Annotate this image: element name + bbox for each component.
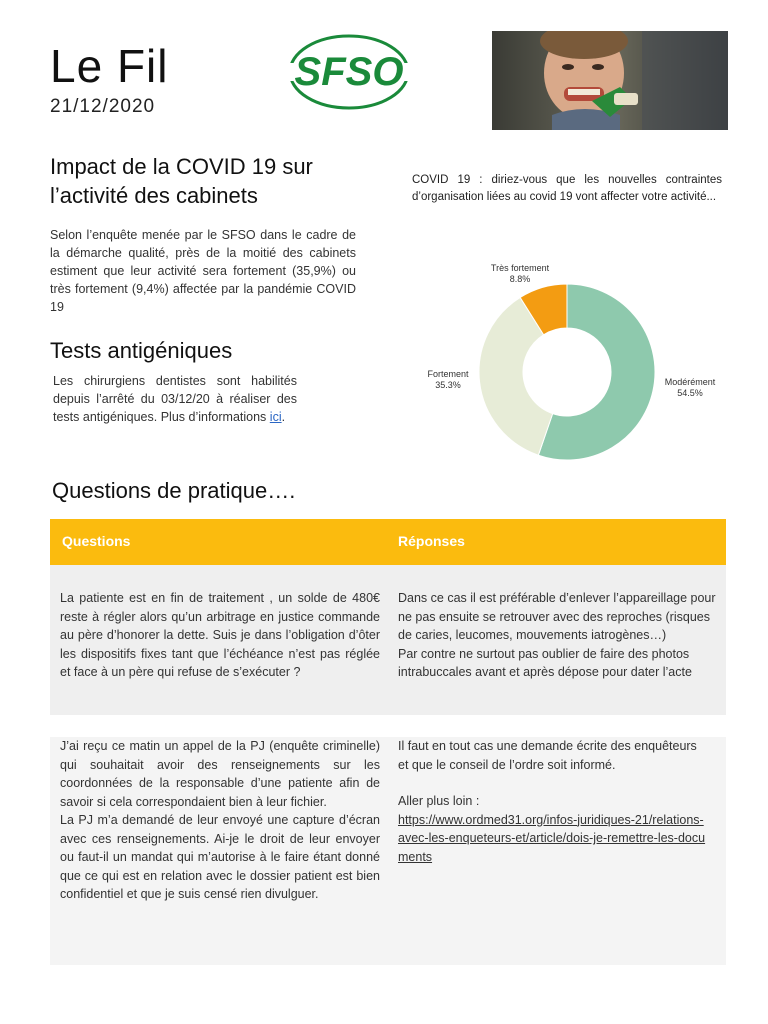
tests-text	[53, 372, 297, 426]
question-cell	[60, 737, 380, 904]
answer-paragraph: Par contre ne surtout pas oublier de faire des photos intrabuccales avant et après dépose pour dater l’acte	[398, 646, 692, 679]
chart-question: COVID 19 : diriez-vous que les nouvelles contraintes d’organisation liées au covid 19 vont affecter votre activité...	[412, 174, 722, 203]
covid-impact-heading	[50, 152, 350, 210]
table-row	[50, 715, 726, 965]
questions-column-header: Questions	[62, 533, 131, 549]
slice-label-1: Fortement	[427, 369, 469, 379]
covid-heading-line2: l’activité des cabinets	[50, 183, 258, 208]
answers-column-header: Réponses	[398, 533, 465, 549]
qa-table-header	[50, 519, 726, 565]
sfso-logo	[286, 32, 412, 112]
question-cell: La patiente est en fin de traitement , un solde de 480€ reste à régler alors qu’un arbitrage en justice commande au père d’honorer la dette. Suis je dans l’obligation d’ôter les dispositifs fixes tant que l’échéance n’est pas réglée et face à un père qui refuse de s’exécuter ?	[60, 591, 380, 679]
covid-heading-line1: Impact de la COVID 19 sur	[50, 154, 313, 179]
answer-cell	[398, 589, 718, 682]
qa-table	[50, 519, 726, 965]
child-photo	[492, 31, 728, 130]
newsletter-title: Le Fil	[50, 40, 169, 92]
practice-heading: Questions de pratique….	[52, 478, 296, 503]
question-paragraph: La PJ m’a demandé de leur envoyé une capture d’écran avec ces renseignements. Ai-je le droit de leur envoyer ou faut-il un mandat qui m’autorise à le faire étant donné que ce qui est en relation avec le dossier patient est bien confidentiel et que je suis censé rien divulguer.	[60, 813, 380, 901]
answer-paragraph: Dans ce cas il est préférable d’enlever l’appareillage pour ne pas ensuite se retrouver avec des reproches (risques de caries, leucomes, mouvements iatrogènes…)	[398, 591, 716, 642]
slice-value-label-1: 35.3%	[435, 380, 461, 390]
donut-chart	[400, 255, 740, 475]
slice-label-2: Très fortement	[490, 263, 550, 273]
answer-paragraph: Il faut en tout cas une demande écrite des enquêteurs et que le conseil de l’ordre soit informé.	[398, 739, 697, 772]
table-row	[50, 565, 726, 715]
tests-heading: Tests antigéniques	[50, 338, 233, 363]
covid-impact-text: Selon l’enquête menée par le SFSO dans le cadre de la démarche qualité, près de la moitié des cabinets estiment que leur activité sera fortement (35,9%) ou très fortement (9,4%) affectée par la pandémie COVID 19	[50, 228, 356, 314]
slice-label-0: Modérément	[664, 377, 716, 387]
answer-cell	[398, 737, 710, 866]
more-info-link[interactable]: ici	[269, 410, 282, 424]
newsletter-date: 21/12/2020	[50, 96, 156, 117]
answer-further-label: Aller plus loin :	[398, 794, 480, 808]
ordre-link[interactable]: https://www.ordmed31.org/infos-juridiques-21/relations-avec-les-enqueteurs-et/article/dois-je-remettre-les-documents	[398, 812, 706, 864]
slice-value-label-2: 8.8%	[509, 274, 531, 284]
slice-value-label-0: 54.5%	[677, 388, 703, 398]
question-paragraph: J’ai reçu ce matin un appel de la PJ (enquête criminelle) qui souhaitait avoir des renseignements sur les coordonnées de la responsable d’une patiente afin de savoir si cela correspondaient bien à leur fichier.	[60, 739, 380, 809]
logo-text: SFSO	[294, 50, 404, 94]
tests-body-text: Les chirurgiens dentistes sont habilités depuis l’arrêté du 03/12/20 à réaliser des tests antigéniques. Plus d’informations	[53, 374, 297, 424]
tests-body-period: .	[281, 410, 286, 424]
